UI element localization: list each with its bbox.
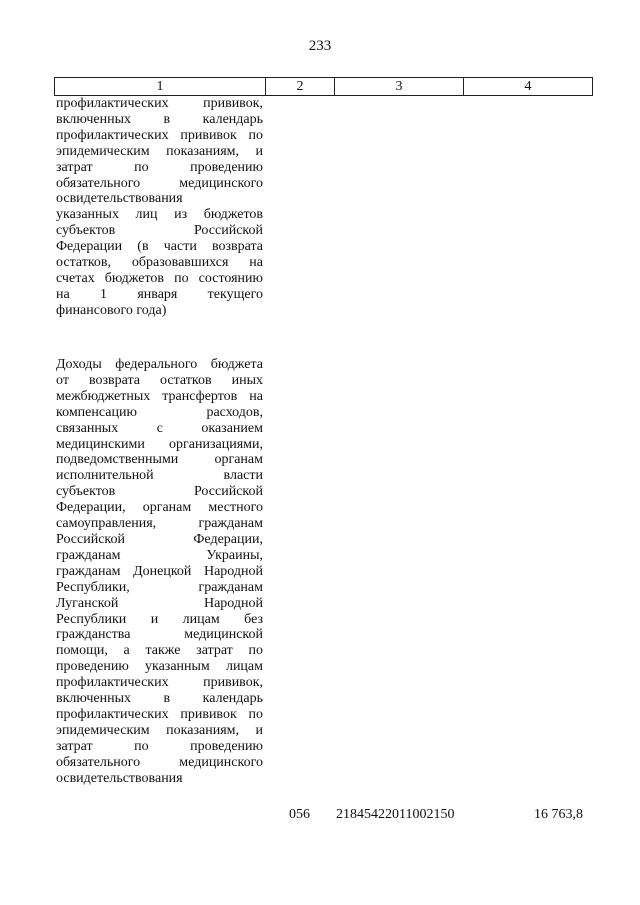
header-col-2: 2 — [266, 78, 335, 96]
table-header-row — [55, 78, 593, 96]
text-line: гражданства медицинской — [56, 627, 263, 643]
text-line: связанных с оказанием — [56, 420, 263, 436]
text-line: субъектов Российской — [56, 484, 263, 500]
text-line: профилактических прививок, — [56, 675, 263, 691]
text-line: обязательного медицинского — [56, 754, 263, 770]
text-line: включенных в календарь — [56, 691, 263, 707]
text-line: Республики, гражданам — [56, 579, 263, 595]
header-col-4: 4 — [464, 78, 593, 96]
header-col-3: 3 — [335, 78, 464, 96]
text-line: самоуправления, гражданам — [56, 516, 263, 532]
text-line: Луганской Народной — [56, 595, 263, 611]
text-line: профилактических прививок, — [56, 96, 263, 111]
header-col-1: 1 — [55, 78, 266, 96]
text-line: Республики и лицам без — [56, 611, 263, 627]
text-line: от возврата остатков иных — [56, 372, 263, 388]
text-line: затрат по проведению — [56, 159, 263, 175]
description-federal-budget-income — [56, 357, 263, 786]
text-line: на 1 января текущего — [56, 286, 263, 302]
text-line: указанных лиц из бюджетов — [56, 207, 263, 223]
text-line: затрат по проведению — [56, 738, 263, 754]
text-line: обязательного медицинского — [56, 175, 263, 191]
budget-classification-code: 21845422011002150 — [336, 807, 455, 822]
description-continuation — [56, 96, 263, 319]
text-line: Доходы федерального бюджета — [56, 357, 263, 372]
text-line: эпидемическим показаниям, и — [56, 722, 263, 738]
admin-code: 056 — [289, 807, 310, 822]
text-line: исполнительной власти — [56, 468, 263, 484]
text-line: подведомственными органам — [56, 452, 263, 468]
text-line: финансового года) — [56, 302, 167, 318]
text-line: межбюджетных трансфертов на — [56, 388, 263, 404]
text-line: эпидемическим показаниям, и — [56, 143, 263, 159]
text-line: Федерации (в части возврата — [56, 239, 263, 255]
text-line: остатков, образовавшихся на — [56, 255, 263, 271]
text-line: освидетельствования — [56, 191, 183, 207]
text-line: помощи, а также затрат по — [56, 643, 263, 659]
text-line: профилактических прививок по — [56, 127, 263, 143]
text-line: Федерации, органам местного — [56, 500, 263, 516]
text-line: субъектов Российской — [56, 223, 263, 239]
text-line: медицинскими организациями, — [56, 436, 263, 452]
text-line: профилактических прививок по — [56, 706, 263, 722]
amount-value: 16 763,8 — [534, 807, 583, 822]
text-line: компенсацию расходов, — [56, 404, 263, 420]
text-line: Российской Федерации, — [56, 531, 263, 547]
text-line: проведению указанным лицам — [56, 659, 263, 675]
table-header — [54, 77, 593, 96]
text-line: гражданам Украины, — [56, 547, 263, 563]
text-line: счетах бюджетов по состоянию — [56, 270, 263, 286]
text-line: гражданам Донецкой Народной — [56, 563, 263, 579]
page-number: 233 — [308, 38, 332, 54]
text-line: освидетельствования — [56, 770, 183, 786]
text-line: включенных в календарь — [56, 111, 263, 127]
